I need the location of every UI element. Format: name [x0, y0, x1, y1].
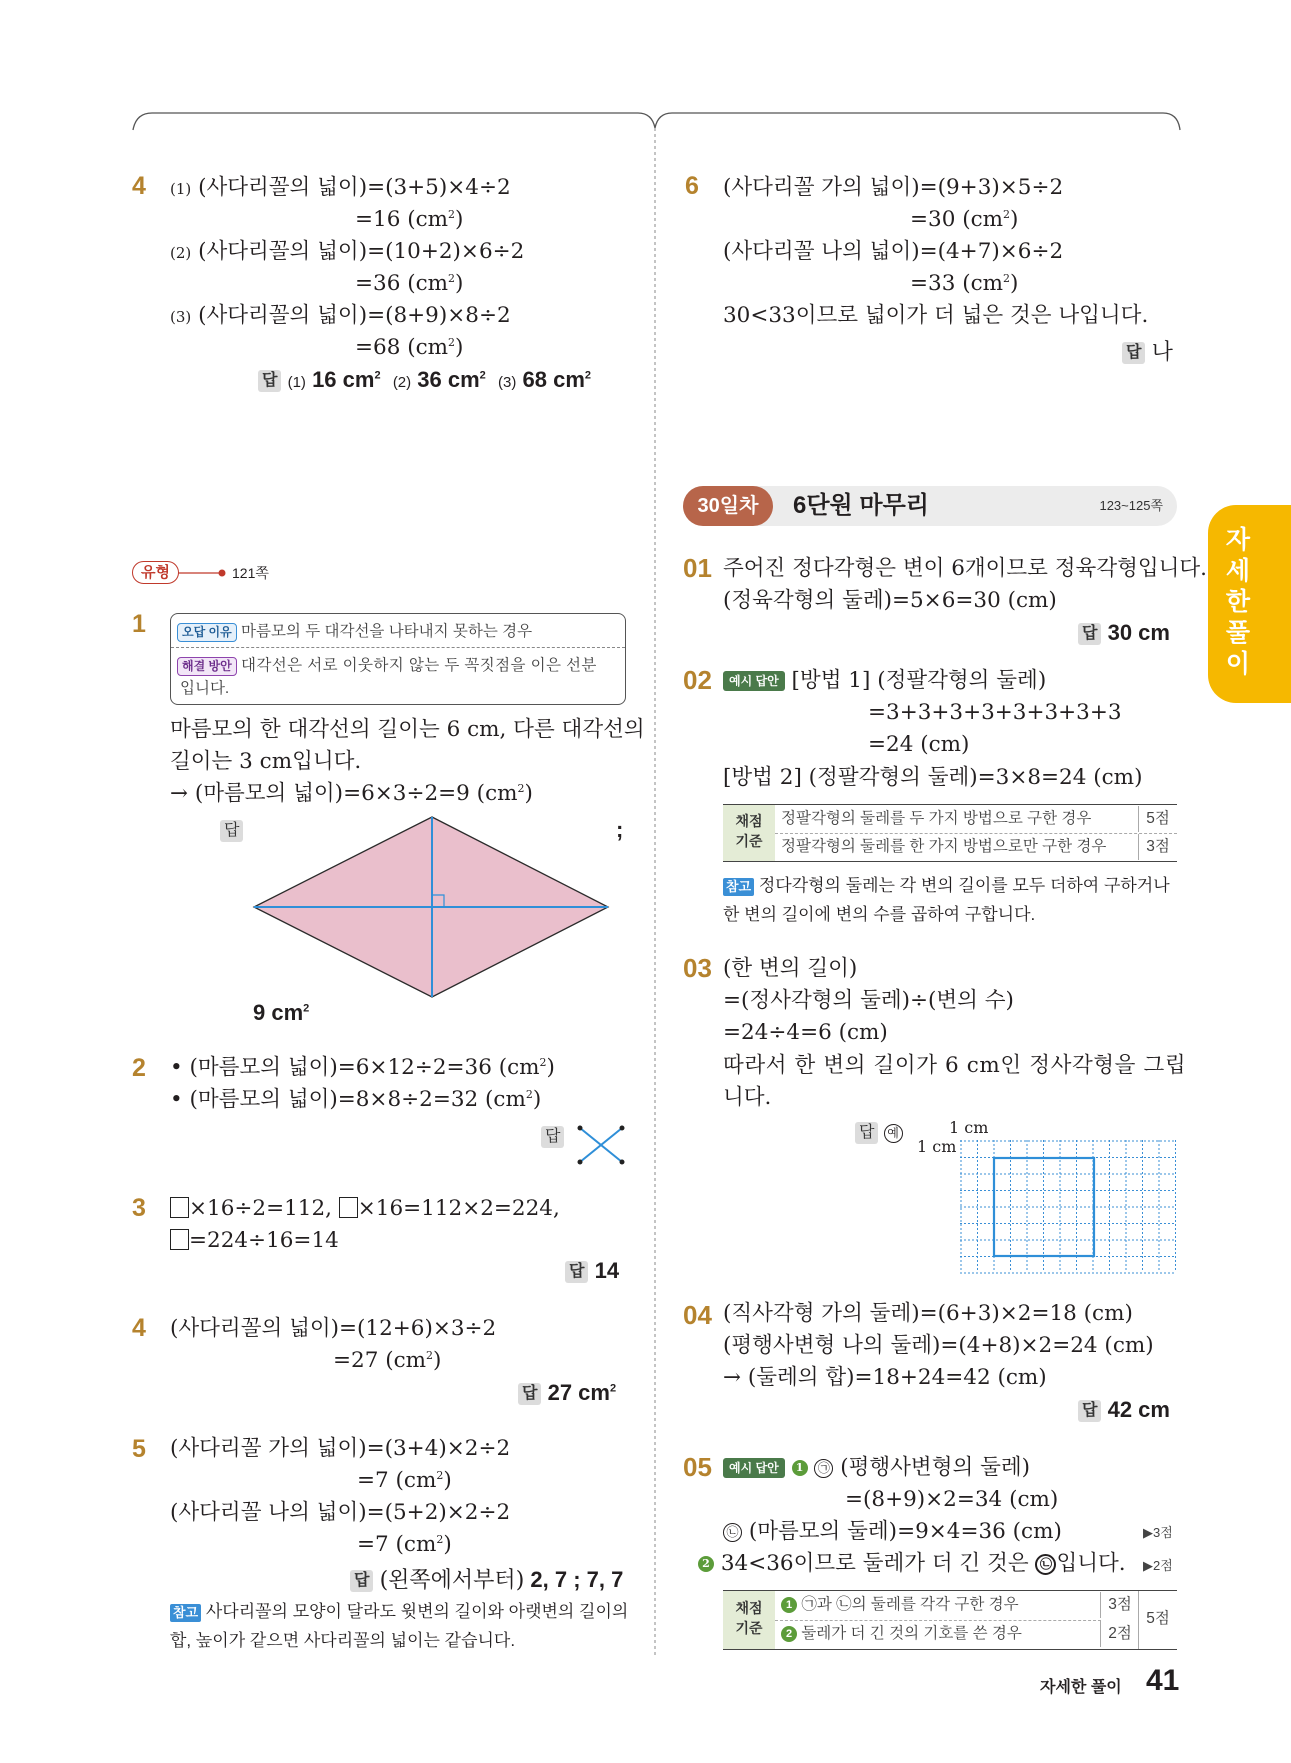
eq-line: 예시 답안 1 ㉠ (평행사변형의 둘레) — [723, 1452, 1030, 1484]
error-reason-tag: 오답 이유 — [177, 623, 237, 642]
square-grid-figure — [960, 1140, 1178, 1276]
rhombus-figure — [250, 815, 615, 1005]
answer: 답 27 $cm^2$ — [518, 1380, 616, 1406]
eq-line: • (마름모의 넓이)=6×12÷2=36 $(cm^2)$ — [170, 1055, 555, 1080]
eq-line: =24÷4=6 (cm) — [723, 1020, 888, 1045]
eq-line: =33 $(cm^2)$ — [910, 271, 1019, 296]
eq-line: (정육각형의 둘레)=5×6=30 (cm) — [723, 588, 1057, 613]
side-tab-char: 자 — [1225, 526, 1251, 554]
eq-line: =36 $(cm^2)$ — [355, 271, 464, 296]
text-line: 따라서 한 변의 길이가 6 cm인 정사각형을 그립 — [723, 1053, 1187, 1078]
text-line: 주어진 정다각형은 변이 6개이므로 정육각형입니다. — [723, 556, 1208, 581]
eq-line: (사다리꼴 가의 넓이)=(3+4)×2÷2 — [170, 1436, 511, 1461]
problem-number: 5 — [132, 1435, 146, 1463]
eq-line: (3) (사다리꼴의 넓이)=(8+9)×8÷2 — [170, 303, 511, 328]
eq-line: (1) (사다리꼴의 넓이)=(3+5)×4÷2 — [170, 175, 511, 200]
eq-line: =27 $(cm^2)$ — [333, 1348, 442, 1373]
footer-label: 자세한 풀이 — [1040, 1679, 1122, 1696]
column-divider — [650, 128, 660, 1658]
eq-line: [방법 2] (정팔각형의 둘레)=3×8=24 (cm) — [723, 765, 1143, 790]
eq-line: (직사각형 가의 둘레)=(6+3)×2=18 (cm) — [723, 1301, 1133, 1326]
note-tag: 참고 — [723, 878, 754, 896]
cross-diagonals-figure — [574, 1120, 626, 1168]
problem-number: 01 — [683, 553, 712, 583]
text-line: 니다. — [723, 1085, 772, 1110]
eq-line: =24 (cm) — [868, 732, 970, 757]
problem-number: 04 — [683, 1300, 712, 1330]
eq-line: =224÷16=14 — [170, 1225, 339, 1257]
problem-number: 2 — [132, 1054, 146, 1082]
eq-line: (사다리꼴 나의 넓이)=(4+7)×6÷2 — [723, 239, 1064, 264]
problem-number: 1 — [132, 610, 146, 638]
scoring-criteria: 채점 기준 정팔각형의 둘레를 두 가지 방법으로 구한 경우 정팔각형의 둘레를 한 가지 방법으로만 구한 경우 5점 3점 — [723, 804, 1177, 862]
eq-line: =7 $(cm^2)$ — [357, 1532, 452, 1557]
answer: 답 (1) 16 $cm^2$ (2) 36 $cm^2$ (3) 68 $cm^2$ — [258, 367, 591, 393]
eq-line: (사다리꼴의 넓이)=(12+6)×3÷2 — [170, 1316, 497, 1341]
problem-number: 03 — [683, 953, 712, 983]
side-tab-char: 세 — [1225, 557, 1251, 585]
type-connector — [178, 566, 228, 580]
eq-line: → (마름모의 넓이)=6×3÷2=9 $(cm^2)$ — [170, 781, 533, 806]
problem-number: 05 — [683, 1452, 712, 1482]
eq-line: (한 변의 길이) — [723, 956, 858, 981]
answer: 답 나 — [1122, 335, 1173, 366]
answer-tag: 답 — [258, 370, 281, 392]
section-title: 6단원 마무리 — [793, 492, 929, 519]
error-reason-box: 오답 이유 마름모의 두 대각선을 나타내지 못하는 경우 해결 방안 대각선은 서로 이웃하지 않는 두 꼭짓점을 이은 선분 입니다. — [170, 613, 626, 705]
eq-line: (사다리꼴 나의 넓이)=(5+2)×2÷2 — [170, 1500, 511, 1525]
note: 참고 사다리꼴의 모양이 달라도 윗변의 길이와 아랫변의 길이의 — [170, 1597, 628, 1627]
eq-line: ×16÷2=112, ×16=112×2=224, — [170, 1193, 560, 1225]
eq-line: =(8+9)×2=34 (cm) — [845, 1487, 1059, 1512]
problem-number: 6 — [685, 172, 699, 200]
eq-line: =(정사각형의 둘레)÷(변의 수) — [723, 988, 1014, 1013]
note: 참고 정다각형의 둘레는 각 변의 길이를 모두 더하여 구하거나 — [723, 871, 1170, 901]
semicolon: ; — [616, 817, 624, 842]
text-line: 30<33이므로 넓이가 더 넓은 것은 나입니다. — [723, 303, 1149, 328]
eq-line: 2 34<36이므로 둘레가 더 긴 것은 ㉡ 입니다. — [698, 1548, 1126, 1580]
problem-number: 4 — [132, 1314, 146, 1342]
day-badge: 30일차 — [683, 486, 773, 526]
answer-value: 9 $cm^2$ — [253, 1000, 310, 1025]
blank-box — [170, 1197, 189, 1218]
symbol-b: ㉡ — [1035, 1554, 1056, 1575]
blank-box — [339, 1197, 358, 1218]
eq-line: ㉡ (마름모의 둘레)=9×4=36 (cm) — [723, 1516, 1062, 1548]
example-mark: 예 — [884, 1124, 903, 1143]
eq-line: → (둘레의 합)=18+24=42 (cm) — [723, 1365, 1047, 1390]
eq-line: (사다리꼴 가의 넓이)=(9+3)×5÷2 — [723, 175, 1064, 200]
eq-line: =16 $(cm^2)$ — [355, 207, 464, 232]
grid-label-x: 1 cm — [949, 1118, 989, 1137]
answer-tag: 답 예 — [855, 1122, 903, 1144]
example-answer-tag: 예시 답안 — [723, 1458, 785, 1478]
points: ▶3점 — [1143, 1525, 1173, 1540]
eq-line: =7 $(cm^2)$ — [357, 1468, 452, 1493]
eq-line: (평행사변형 나의 둘레)=(4+8)×2=24 (cm) — [723, 1333, 1154, 1358]
eq-line: • (마름모의 넓이)=8×8÷2=32 $(cm^2)$ — [170, 1087, 542, 1112]
type-page: 121쪽 — [232, 565, 269, 581]
side-tab-char: 풀 — [1225, 619, 1251, 647]
eq-line: (2) (사다리꼴의 넓이)=(10+2)×6÷2 — [170, 239, 525, 264]
note: 합, 높이가 같으면 사다리꼴의 넓이는 같습니다. — [170, 1631, 516, 1650]
top-frame — [0, 0, 1291, 140]
answer: 답 14 — [565, 1258, 619, 1284]
eq-line: =3+3+3+3+3+3+3+3 — [868, 700, 1122, 725]
scoring-criteria: 채점 기준 1 ㉠과 ㉡의 둘레를 각각 구한 경우 2 둘레가 더 긴 것의 기호를 쓴 경우 3점 2점 5점 — [723, 1590, 1177, 1650]
problem-number: 4 — [132, 172, 146, 200]
problem-number: 02 — [683, 665, 712, 695]
points: ▶2점 — [1143, 1558, 1173, 1573]
step-number: 2 — [698, 1556, 714, 1572]
answer: 답 (왼쪽에서부터) 2, 7 ; 7, 7 — [350, 1563, 623, 1594]
answer-tag: 답 — [541, 1126, 564, 1148]
text-line: 마름모의 한 대각선의 길이는 6 cm, 다른 대각선의 — [170, 717, 645, 742]
problem-number: 3 — [132, 1194, 146, 1222]
page-number: 41 — [1146, 1664, 1180, 1697]
eq-line: =68 $(cm^2)$ — [355, 335, 464, 360]
eq-line: 예시 답안 [방법 1] (정팔각형의 둘레) — [723, 665, 1046, 697]
answer-tag: 답 — [220, 820, 243, 842]
section-header — [683, 486, 1177, 526]
example-answer-tag: 예시 답안 — [723, 671, 785, 691]
side-tab-char: 한 — [1225, 588, 1251, 616]
answer: 답 30 cm — [1078, 620, 1170, 646]
note-tag: 참고 — [170, 1604, 201, 1622]
side-tab-char: 이 — [1225, 650, 1251, 678]
step-number: 1 — [792, 1460, 808, 1476]
text-line: 길이는 3 cm입니다. — [170, 749, 362, 774]
section-pages: 123~125쪽 — [1099, 498, 1163, 513]
note: 한 변의 길이에 변의 수를 곱하여 구합니다. — [723, 905, 1036, 924]
blank-box — [170, 1229, 189, 1250]
grid-label-y: 1 cm — [917, 1137, 957, 1156]
solution-tag: 해결 방안 — [177, 657, 237, 676]
side-tab — [1208, 505, 1291, 703]
answer: 답 42 cm — [1078, 1397, 1170, 1423]
eq-line: =30 $(cm^2)$ — [910, 207, 1019, 232]
type-label: 유형 — [132, 561, 179, 584]
